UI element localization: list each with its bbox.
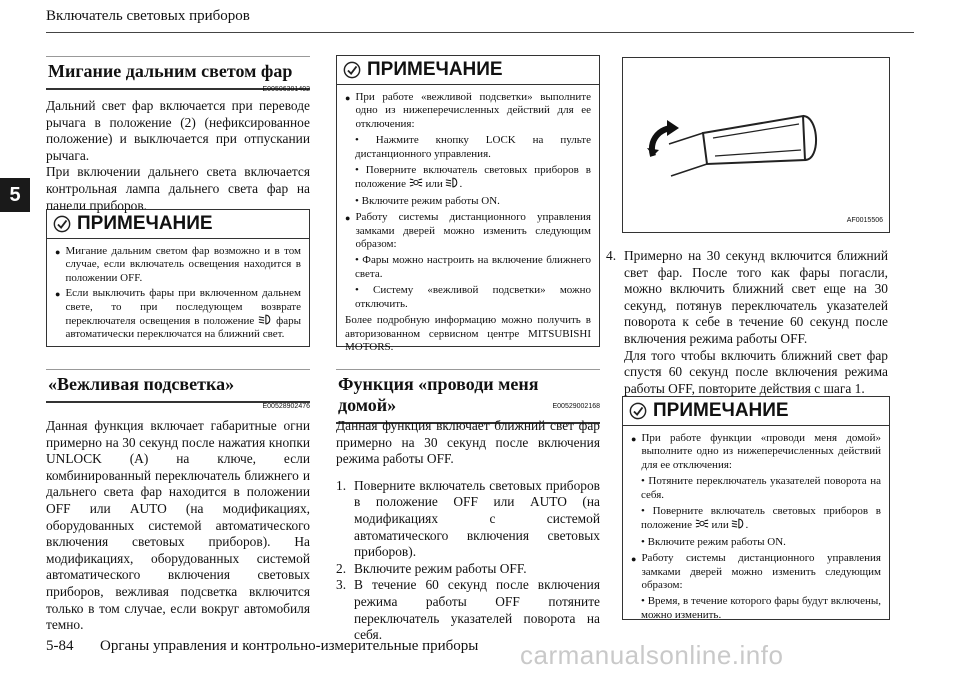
dash-item: • Включите режим работы ON. bbox=[355, 194, 500, 207]
dash-item: • Систему «вежливой подсветки» можно отключить. bbox=[355, 284, 591, 310]
dash-item: • Поверните включатель световых приборов в положение или . bbox=[641, 505, 881, 532]
section-code: E00506301402 bbox=[262, 86, 310, 93]
watermark: carmanualsonline.info bbox=[520, 640, 784, 670]
note-heading: ПРИМЕЧАНИЕ bbox=[367, 59, 503, 80]
paragraph: При включении дальнего света включается контрольная лампа дальнего света фар на панели приборов. bbox=[46, 164, 310, 213]
note-body bbox=[623, 426, 889, 631]
step-item: 3. В течение 60 секунд после включения режима работы OFF потяните переключатель указателей поворота на себя. bbox=[336, 577, 600, 643]
low-beam-icon bbox=[445, 177, 459, 188]
checkmark-circle-icon bbox=[53, 215, 71, 233]
dash-item: • Поверните включатель световых приборов в положение или . bbox=[355, 164, 591, 191]
flash-body bbox=[46, 98, 310, 214]
section-code: E00528902476 bbox=[262, 403, 310, 410]
position-lamp-icon bbox=[695, 518, 709, 529]
dash-item: • Время, в течение которого фары будут включены, можно изменить. bbox=[641, 595, 881, 621]
note-box bbox=[336, 55, 600, 353]
dash-item: • Фары можно настроить на включение ближнего света. bbox=[355, 254, 591, 280]
figure-code: AF0015506 bbox=[846, 217, 883, 224]
note-paragraph: Более подробную информацию можно получить в авторизованном сервисном центре MITSUBISHI MOTORS. bbox=[345, 314, 591, 353]
bullet-item: ● Работу системы дистанционного управления замками дверей можно изменить следующим образом: bbox=[631, 552, 881, 592]
bullet-item: ● Работу системы дистанционного управления замками дверей можно изменить следующим образом: bbox=[345, 211, 591, 251]
checkmark-circle-icon bbox=[629, 402, 647, 420]
note-heading: ПРИМЕЧАНИЕ bbox=[653, 400, 789, 421]
footer-section-title: Органы управления и контрольно-измерительные приборы bbox=[100, 638, 479, 654]
note-box bbox=[46, 209, 310, 347]
bullet-item: ● Мигание дальним светом фар возможно и в том случае, если включатель освещения находится в положении OFF. bbox=[55, 245, 301, 284]
bullet-item: ● При работе функции «проводи меня домой» выполните одно из нижеперечисленных действий для ее отключения: bbox=[631, 432, 881, 471]
note-body bbox=[47, 239, 309, 350]
dash-item: • Нажмите кнопку LOCK на пульте дистанционного управления. bbox=[355, 134, 591, 160]
running-header: Включатель световых приборов bbox=[46, 8, 250, 24]
section-title-flash: Мигание дальним светом фар bbox=[46, 56, 310, 90]
step-item: 4. Примерно на 30 секунд включится ближний свет фар. После того как фары погасли, можно включить ближний свет еще на 30 секунд, потянув переключатель указателей поворота к себе в течение 60 секунд после включения режима работы OFF. Для того чтобы включить ближний свет фар спустя 60 секунд после включения режима работы OFF, повторите действия с шага 1. bbox=[606, 248, 888, 396]
turn-signal-lever-icon bbox=[623, 58, 887, 230]
low-beam-icon bbox=[258, 314, 272, 325]
paragraph: Дальний свет фар включается при переводе рычага в положение (2) (нефиксированное положение) и выключается при отпускании рычага. bbox=[46, 98, 310, 163]
dash-item: • Включите режим работы ON. bbox=[641, 535, 786, 548]
dash-item: • Потяните переключатель указателей поворота на себя. bbox=[641, 475, 881, 501]
note-header bbox=[337, 56, 599, 85]
checkmark-circle-icon bbox=[343, 61, 361, 79]
bullet-item: ● Если выключить фары при включенном дальнем свете, то при последующем возврате переключателя освещения в положение фары автоматически переключатся на ближний свет. bbox=[55, 287, 302, 341]
position-lamp-icon bbox=[409, 177, 423, 188]
note-header bbox=[47, 210, 309, 239]
note-heading: ПРИМЕЧАНИЕ bbox=[77, 213, 213, 234]
header-rule bbox=[46, 32, 914, 33]
step-item: 2. Включите режим работы OFF. bbox=[336, 560, 527, 576]
low-beam-icon bbox=[731, 518, 745, 529]
step-item: 1. Поверните включатель световых приборов в положение OFF или AUTO (на модификациях с системой автоматического включения световых приборов). bbox=[336, 477, 600, 560]
note-header bbox=[623, 397, 889, 426]
followme-body bbox=[336, 418, 600, 644]
section-code: E00529002168 bbox=[552, 403, 600, 410]
section-title-courtesy: «Вежливая подсветка» bbox=[46, 369, 310, 403]
note-body bbox=[337, 85, 599, 360]
paragraph: Данная функция включает ближний свет фар примерно на 30 секунд после включения режима работы OFF. bbox=[336, 418, 600, 467]
section-title-followme: Функция «проводи меня домой» bbox=[336, 369, 600, 424]
steps-list bbox=[336, 478, 600, 644]
bullet-item: ● При работе «вежливой подсветки» выполните одно из нижеперечисленных действий для ее отключения: bbox=[345, 91, 591, 130]
step4-body bbox=[606, 248, 888, 397]
chapter-tab: 5 bbox=[0, 178, 30, 212]
courtesy-body: Данная функция включает габаритные огни примерно на 30 секунд после нажатия кнопки UNLOCK (A) на ключе, если комбинированный переключатель ближнего и дальнего света фар находится в положении OFF или AUTO (на модификациях, оборудованных системой автоматического включения световых приборов). На модификациях, оборудованных системой автоматического включения световых приборов, вежливая подсветка включится только в том случае, если вокруг автомобиля темно. bbox=[46, 418, 310, 633]
lever-illustration bbox=[622, 57, 890, 233]
page-number: 5-84 bbox=[46, 638, 74, 654]
note-box bbox=[622, 396, 890, 620]
